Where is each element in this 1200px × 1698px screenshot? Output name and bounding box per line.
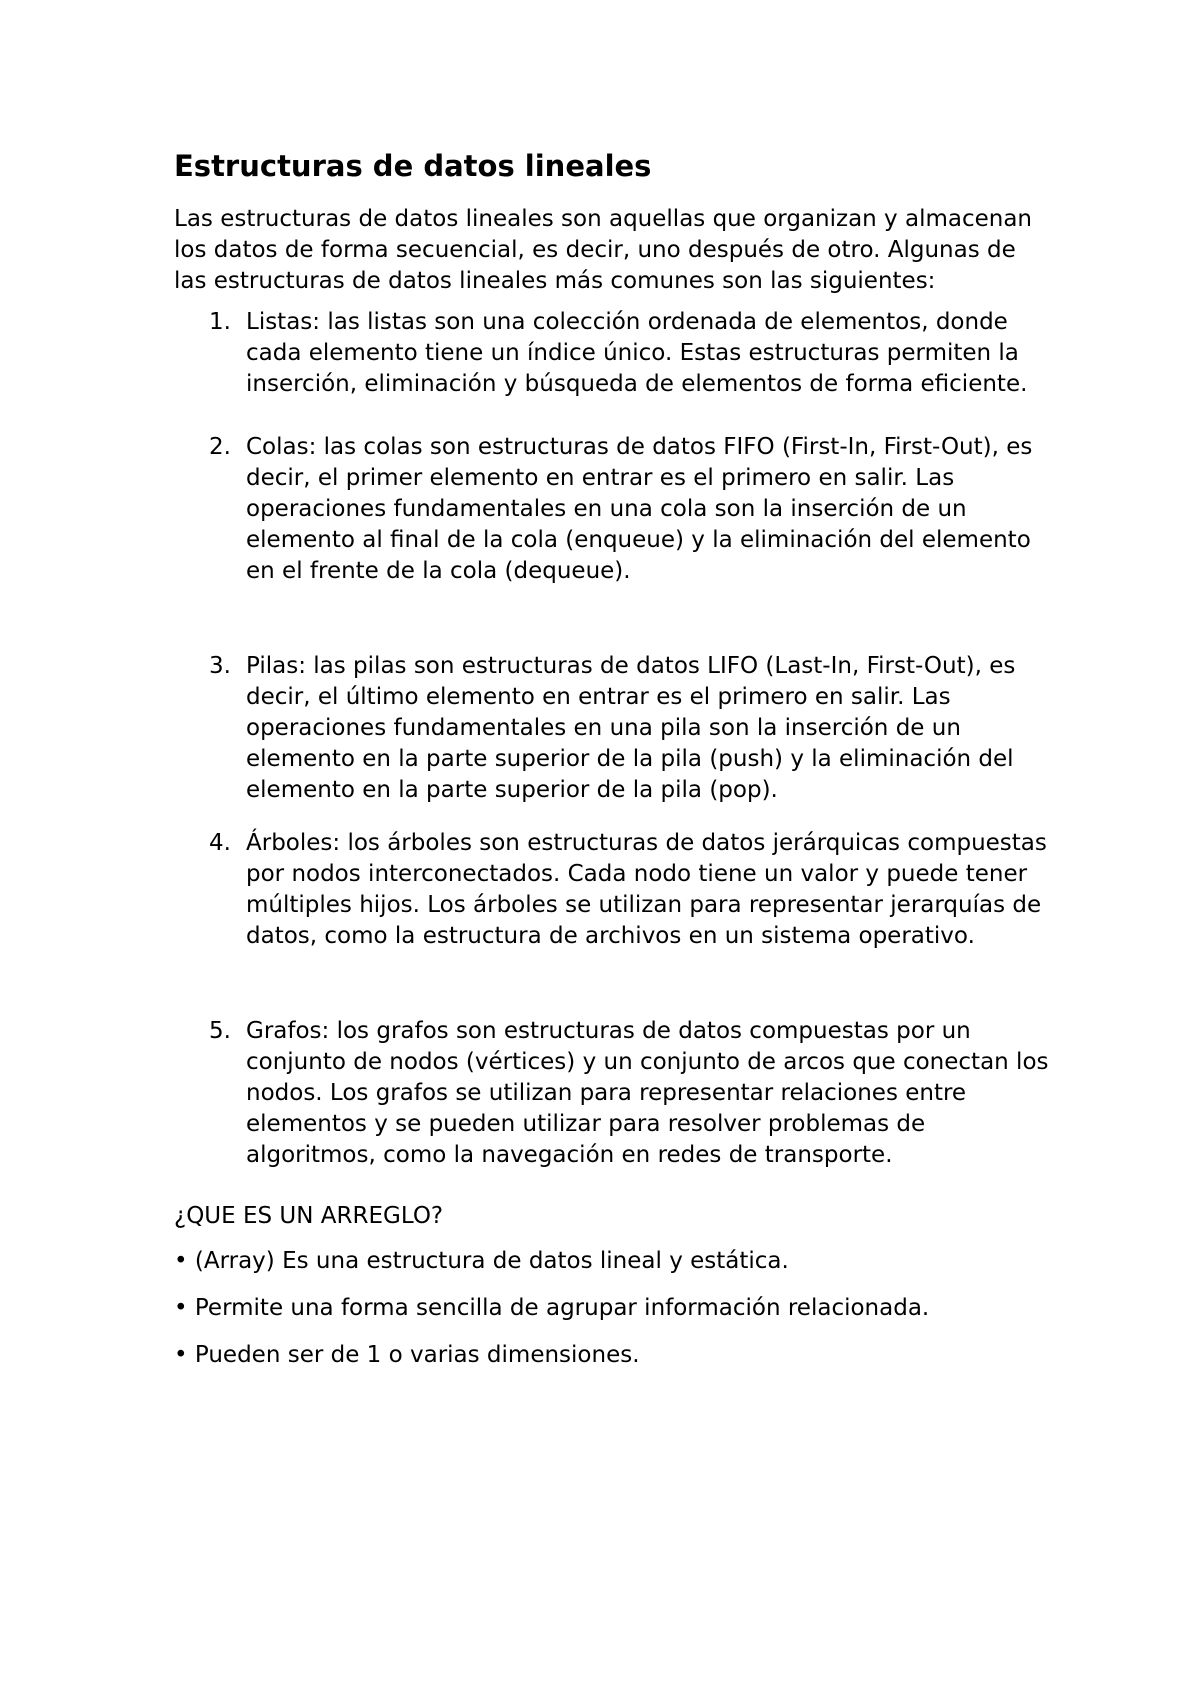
list-item-pilas bbox=[174, 651, 1056, 806]
bullet-item: • Pueden ser de 1 o varias dimensiones. bbox=[174, 1342, 640, 1368]
list-item-number: 1. bbox=[209, 309, 231, 335]
bullet-item: • (Array) Es una estructura de datos lineal y estática. bbox=[174, 1248, 789, 1274]
structures-list bbox=[174, 307, 1054, 1171]
list-item-text: Árboles: los árboles son estructuras de datos jerárquicas compuestas por nodos interconectados. Cada nodo tiene un valor y puede tener múltiples hijos. Los árboles se utilizan para representar jerarquías de datos, como la estructura de archivos en un sistema operativo. bbox=[246, 830, 1047, 949]
document-page bbox=[174, 146, 1054, 1387]
list-item-grafos bbox=[174, 1016, 1056, 1171]
list-item-number: 4. bbox=[209, 830, 231, 856]
list-item-text: Grafos: los grafos son estructuras de datos compuestas por un conjunto de nodos (vértices) y un conjunto de arcos que conectan los nodos. Los grafos se utilizan para representar relaciones entre elementos y se pueden utilizar para resolver problemas de algoritmos, como la navegación en redes de transporte. bbox=[246, 1018, 1049, 1168]
document-title: Estructuras de datos lineales bbox=[174, 149, 652, 183]
list-item-text: Listas: las listas son una colección ordenada de elementos, donde cada elemento tiene un índice único. Estas estructuras permiten la inserción, eliminación y búsqueda de elementos de forma eficiente. bbox=[246, 309, 1028, 397]
list-item-number: 5. bbox=[209, 1018, 231, 1044]
list-item-text: Colas: las colas son estructuras de datos FIFO (First-In, First-Out), es decir, el primer elemento en entrar es el primero en salir. Las operaciones fundamentales en una cola son la inserción de un elemento al final de la cola (enqueue) y la eliminación del elemento en el frente de la cola (dequeue). bbox=[246, 434, 1033, 584]
list-item-text: Pilas: las pilas son estructuras de datos LIFO (Last-In, First-Out), es decir, el último elemento en entrar es el primero en salir. Las operaciones fundamentales en una pila son la inserción de un elemento en la parte superior de la pila (push) y la eliminación del elemento en la parte superior de la pila (pop). bbox=[246, 653, 1016, 803]
list-item-colas bbox=[174, 432, 1056, 587]
array-question-heading: ¿QUE ES UN ARREGLO? bbox=[174, 1203, 444, 1229]
array-bullet-list bbox=[174, 1246, 1054, 1371]
bullet-item: • Permite una forma sencilla de agrupar información relacionada. bbox=[174, 1295, 930, 1321]
list-item-listas bbox=[174, 307, 1056, 400]
list-item-arboles bbox=[174, 828, 1056, 952]
list-item-number: 3. bbox=[209, 653, 231, 679]
list-item-number: 2. bbox=[209, 434, 231, 460]
intro-paragraph: Las estructuras de datos lineales son aquellas que organizan y almacenan los datos de forma secuencial, es decir, uno después de otro. Algunas de las estructuras de datos lineales más comunes son las siguientes: bbox=[174, 206, 1033, 294]
